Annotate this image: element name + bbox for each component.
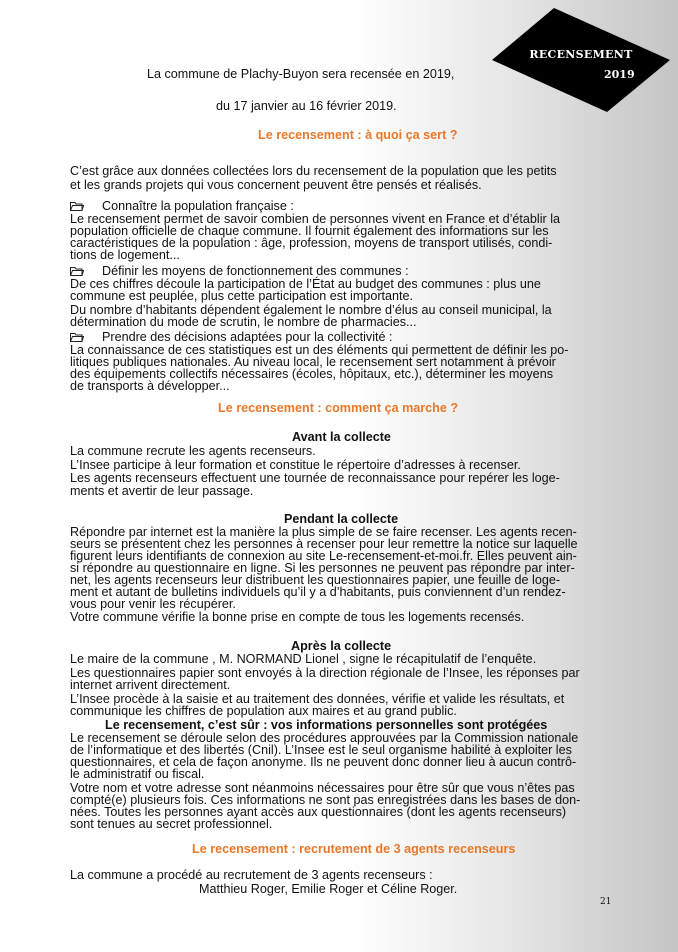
text-line: Le maire de la commune , M. NORMAND Lionel , signe le récapitulatif de l’enquête.	[70, 652, 537, 666]
bullet-text-line: La connaissance de ces statistiques est un des éléments qui permettent de définir les po-	[70, 343, 569, 357]
text-line: questionnaires, et cela de façon anonyme. Ils ne peuvent donc donner lieu à aucun contrô-	[70, 755, 577, 769]
text-line: de l’informatique et des libertés (Cnil). L’Insee est le seul organisme habilité à exploiter les	[70, 743, 572, 757]
recensement-badge	[492, 8, 670, 112]
text-line: seurs se présentent chez les personnes à recenser pour leur remettre la notice sur laquelle	[70, 537, 578, 551]
bullet-text-line: Du nombre d’habitants dépendent également le nombre d’élus au conseil municipal, la	[70, 303, 552, 317]
text-line: Votre nom et votre adresse sont néanmoins nécessaires pour être sûr que vous n’êtes pas	[70, 781, 575, 795]
text-line: ment et autant de bulletins individuels qu’il y a d’habitants, puis conviennent d’un rendez-	[70, 585, 566, 599]
bullet-text-line: tions de logement...	[70, 248, 180, 262]
bullet-text-line: caractéristiques de la population : âge, profession, moyens de transport utilisés, condi-	[70, 236, 553, 250]
bullet-connaitre	[70, 199, 294, 213]
text-line: compté(e) plusieurs fois. Ces informations ne sont pas enregistrées dans les bases de don-	[70, 793, 581, 807]
bullet-text-line: Le recensement permet de savoir combien de personnes vivent en France et d’établir la	[70, 212, 561, 226]
subheading-avant-la-collecte: Avant la collecte	[292, 430, 391, 444]
section1-para-line: et les grands projets qui vous concernent peuvent être pensés et réalisés.	[70, 178, 482, 192]
section-title-comment-ca-marche: Le recensement : comment ça marche ?	[218, 401, 459, 415]
bullet-text-line: De ces chiffres découle la participation de l’État au budget des communes : plus une	[70, 277, 541, 291]
bullet-text-line: des équipements collectifs nécessaires (écoles, hôpitaux, etc.), déterminer les moyens	[70, 367, 553, 381]
text-line: net, les agents recenseurs leur distribuent les questionnaires papier, une feuille de loge-	[70, 573, 561, 587]
section-title-recrutement: Le recensement : recrutement de 3 agents recenseurs	[192, 842, 516, 856]
text-line: internet arrivent directement.	[70, 678, 231, 692]
text-line: Le recensement se déroule selon des procédures approuvées par la Commission nationale	[70, 731, 579, 745]
intro-line-1: La commune de Plachy-Buyon sera recensée en 2019,	[147, 67, 455, 81]
text-line: Répondre par internet est la manière la plus simple de se faire recenser. Les agents recen-	[70, 525, 577, 539]
text-line: le administratif ou fiscal.	[70, 767, 205, 781]
text-line: Les questionnaires papier sont envoyés à la direction régionale de l’Insee, les réponses par	[70, 666, 580, 680]
folder-icon	[70, 265, 84, 275]
text-line: La commune recrute les agents recenseurs.	[70, 444, 316, 458]
bullet-text-line: détermination du mode de scrutin, le nombre de pharmacies...	[70, 315, 417, 329]
subheading-informations-protegees: Le recensement, c’est sûr : vos informations personnelles sont protégées	[105, 718, 548, 732]
text-line: nées. Toutes les personnes ayant accès aux questionnaires (dont les agents recenseurs)	[70, 805, 567, 819]
folder-icon	[70, 331, 84, 341]
text-line: Votre commune vérifie la bonne prise en compte de tous les logements recensés.	[70, 610, 525, 624]
bullet-text-line: commune est peuplée, plus cette participation est importante.	[70, 289, 414, 303]
bullet-text-line: de transports à développer...	[70, 379, 230, 393]
text-line: Les agents recenseurs effectuent une tournée de reconnaissance pour repérer les loge-	[70, 471, 560, 485]
bullet-title: Définir les moyens de fonctionnement des communes :	[102, 264, 409, 278]
text-line: figurent leurs identifiants de connexion au site Le-recensement-et-moi.fr. Elles peuvent ain-	[70, 549, 577, 563]
bullet-definir	[70, 264, 409, 278]
text-line: communique les chiffres de population aux maires et au grand public.	[70, 704, 457, 718]
text-line: vous pour venir les récupérer.	[70, 597, 236, 611]
bullet-title: Prendre des décisions adaptées pour la collectivité :	[102, 330, 393, 344]
subheading-pendant-la-collecte: Pendant la collecte	[284, 512, 399, 526]
section-title-a-quoi-ca-sert: Le recensement : à quoi ça sert ?	[258, 128, 458, 142]
bullet-prendre	[70, 330, 393, 344]
recruitment-line: La commune a procédé au recrutement de 3 agents recenseurs :	[70, 868, 433, 882]
badge-title: RECENSEMENT	[529, 48, 633, 61]
recruitment-names: Matthieu Roger, Emilie Roger et Céline Roger.	[199, 882, 458, 896]
folder-icon	[70, 200, 84, 210]
bullet-title: Connaître la population française :	[102, 199, 294, 213]
bullet-text-line: litiques publiques nationales. Au niveau local, le recensement sert notamment à prévoir	[70, 355, 556, 369]
text-line: sont tenues au secret professionnel.	[70, 817, 273, 831]
text-line: L’Insee procède à la saisie et au traitement des données, vérifie et valide les résultats, et	[70, 692, 565, 706]
bullet-text-line: population officielle de chaque commune. Il fournit également des informations sur les	[70, 224, 549, 238]
subheading-apres-la-collecte: Après la collecte	[291, 639, 392, 653]
text-line: si répondre au questionnaire en ligne. Si les personnes ne peuvent pas répondre par inter-	[70, 561, 575, 575]
text-line: ments et avertir de leur passage.	[70, 484, 254, 498]
badge-year: 2019	[604, 68, 635, 81]
page-number: 21	[600, 897, 612, 907]
intro-line-2: du 17 janvier au 16 février 2019.	[216, 99, 397, 113]
section1-para-line: C’est grâce aux données collectées lors du recensement de la population que les petits	[70, 164, 557, 178]
text-line: L’Insee participe à leur formation et constitue le répertoire d’adresses à recenser.	[70, 458, 521, 472]
